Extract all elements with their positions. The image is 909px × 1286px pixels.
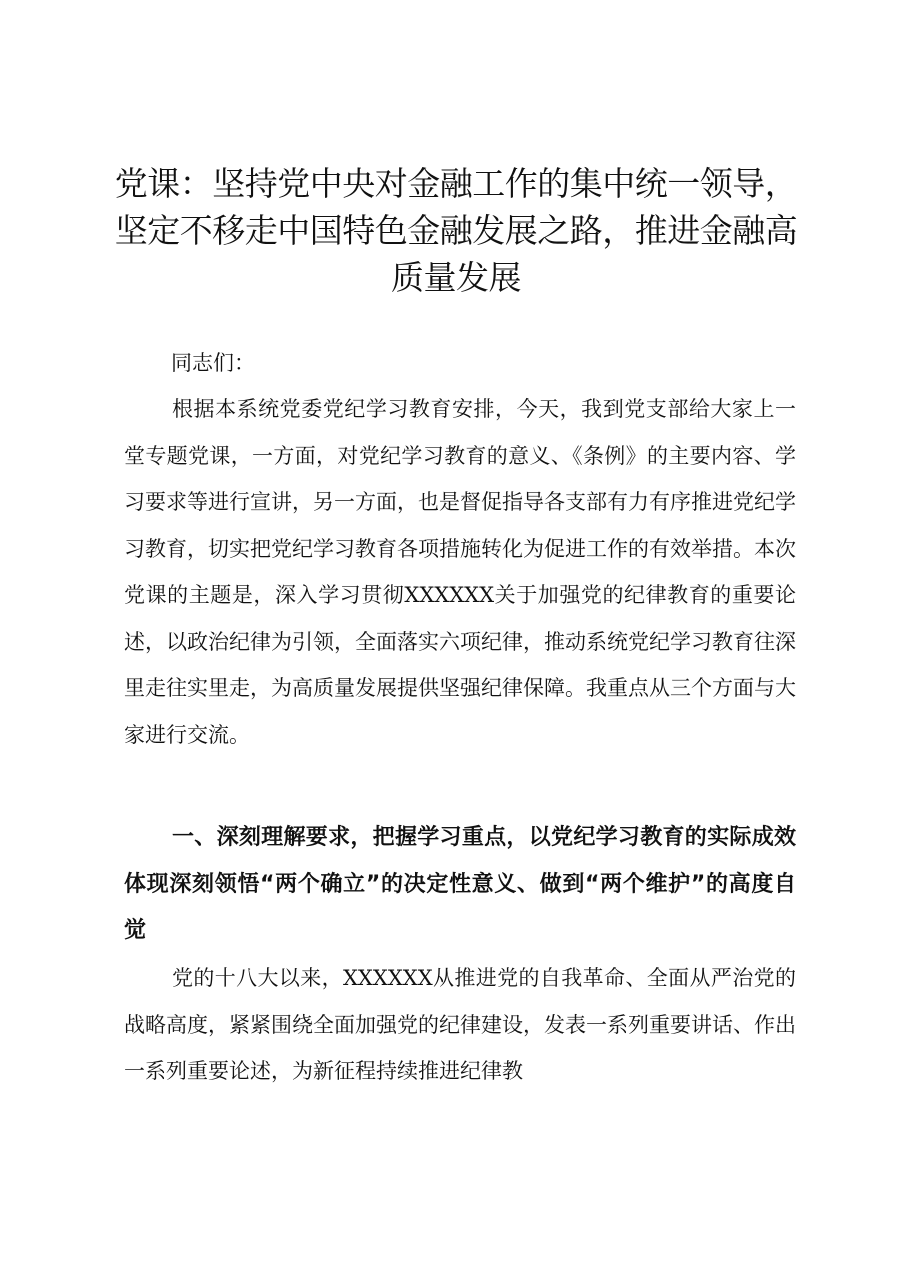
section-heading: 一、深刻理解要求，把握学习重点，以党纪学习教育的实际成效体现深刻领悟“两个确立”的决定性意义、做到“两个维护”的高度自觉: [124, 825, 796, 943]
salutation: 同志们：: [171, 351, 255, 375]
document-title: 党课：坚持党中央对金融工作的集中统一领导，坚定不移走中国特色金融发展之路，推进金融高质量发展: [114, 164, 798, 297]
intro-paragraph: 根据本系统党委党纪学习教育安排，今天，我到党支部给大家上一堂专题党课，一方面，对党纪学习教育的意义、《条例》的主要内容、学习要求等进行宣讲，另一方面，也是督促指导各支部有力有序推进党纪学习教育，切实把党纪学习教育各项措施转化为促进工作的有效举措。本次党课的主题是，深入学习贯彻XXXXXX关于加强党的纪律教育的重要论述，以政治纪律为引领，全面落实六项纪律，推动系统党纪学习教育往深里走往实里走，为高质量发展提供坚强纪律保障。我重点从三个方面与大家进行交流。: [124, 397, 796, 747]
section-paragraph: 党的十八大以来，XXXXXX从推进党的自我革命、全面从严治党的战略高度，紧紧围绕全面加强党的纪律建设，发表一系列重要讲话、作出一系列重要论述，为新征程持续推进纪律教: [124, 966, 796, 1083]
